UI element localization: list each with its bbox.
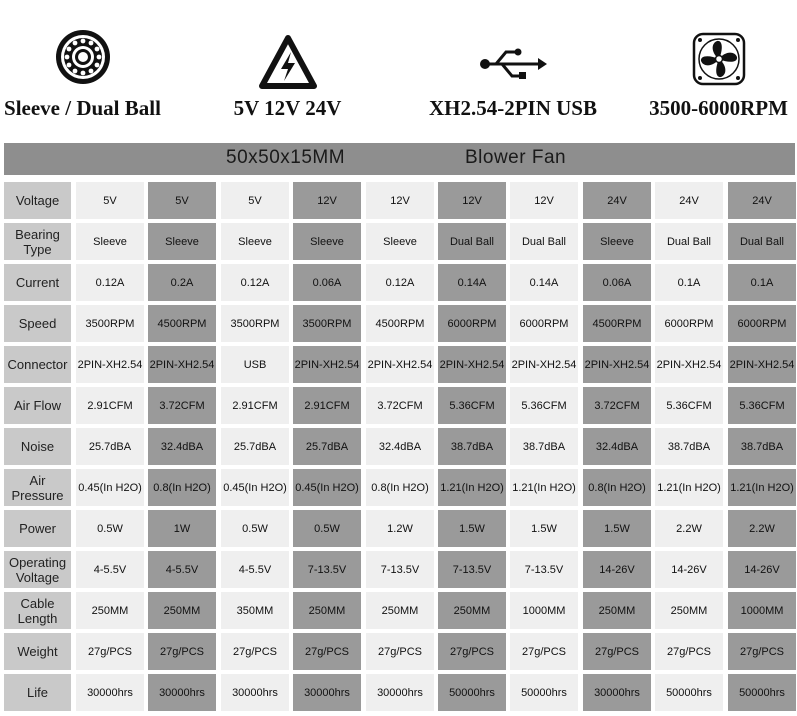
table-cell: 0.45(In H2O) [76,469,144,506]
table-cell: 2PIN-XH2.54 [148,346,216,383]
table-cell: 2PIN-XH2.54 [76,346,144,383]
table-cell: 250MM [293,592,361,629]
table-cell: 1.5W [583,510,651,547]
table-cell: 30000hrs [366,674,434,711]
table-row [0,633,797,670]
table-row [0,346,797,383]
table-cell: 12V [366,182,434,219]
table-cell: 1000MM [510,592,578,629]
row-label: Connector [4,346,71,383]
header-type: Blower Fan [465,147,567,168]
table-cell: 7-13.5V [438,551,506,588]
table-cell: 1.2W [366,510,434,547]
table-cell: 1000MM [728,592,796,629]
feature-icons-row [0,0,797,135]
table-cell: 5V [76,182,144,219]
feature-caption-voltage: 5V 12V 24V [233,96,342,120]
table-cell: 2.91CFM [221,387,289,424]
table-cell: 2.2W [655,510,723,547]
table-cell: 7-13.5V [366,551,434,588]
table-cell: 0.12A [221,264,289,301]
voltage-warning-icon [258,34,318,92]
table-cell: 32.4dBA [148,428,216,465]
table-cell: 0.06A [293,264,361,301]
table-cell: 1W [148,510,216,547]
table-cell: Sleeve [221,223,289,260]
table-cell: 27g/PCS [148,633,216,670]
table-cell: 50000hrs [438,674,506,711]
table-cell: 2PIN-XH2.54 [366,346,434,383]
table-row [0,592,797,629]
table-cell: 1.21(In H2O) [510,469,578,506]
table-row [0,428,797,465]
table-cell: 5.36CFM [438,387,506,424]
table-cell: 27g/PCS [583,633,651,670]
table-cell: 0.12A [76,264,144,301]
table-cell: 0.45(In H2O) [293,469,361,506]
feature-caption-bearing: Sleeve / Dual Ball [4,96,161,120]
table-cell: 0.8(In H2O) [366,469,434,506]
table-cell: 38.7dBA [510,428,578,465]
table-cell: 27g/PCS [221,633,289,670]
table-cell: 4500RPM [366,305,434,342]
row-label: Power [4,510,71,547]
table-cell: 3500RPM [293,305,361,342]
table-cell: 0.2A [148,264,216,301]
row-label: Bearing Type [4,223,71,260]
table-cell: 0.5W [221,510,289,547]
table-cell: 2PIN-XH2.54 [438,346,506,383]
table-cell: 32.4dBA [366,428,434,465]
table-cell: 24V [583,182,651,219]
table-cell: 0.5W [76,510,144,547]
table-cell: 0.14A [438,264,506,301]
table-cell: 12V [438,182,506,219]
table-cell: 5V [148,182,216,219]
table-cell: 24V [728,182,796,219]
table-row [0,469,797,506]
header-size: 50x50x15MM [226,147,346,168]
table-cell: 27g/PCS [76,633,144,670]
table-cell: 0.12A [366,264,434,301]
table-cell: Sleeve [366,223,434,260]
table-cell: 3.72CFM [583,387,651,424]
table-cell: 0.14A [510,264,578,301]
table-cell: 250MM [655,592,723,629]
feature-caption-connector: XH2.54-2PIN USB [428,96,597,120]
table-cell: 2PIN-XH2.54 [728,346,796,383]
table-cell: 27g/PCS [438,633,506,670]
table-cell: 27g/PCS [655,633,723,670]
table-cell: Dual Ball [510,223,578,260]
table-row [0,674,797,711]
table-cell: 50000hrs [655,674,723,711]
table-cell: 350MM [221,592,289,629]
feature-caption-speed: 3500-6000RPM [649,96,788,120]
table-cell: 3500RPM [221,305,289,342]
table-cell: 14-26V [655,551,723,588]
table-cell: Dual Ball [438,223,506,260]
table-cell: 12V [293,182,361,219]
row-label: Life [4,674,71,711]
table-cell: Sleeve [293,223,361,260]
table-cell: 250MM [366,592,434,629]
table-cell: 4-5.5V [148,551,216,588]
table-cell: 27g/PCS [293,633,361,670]
table-cell: 6000RPM [728,305,796,342]
table-cell: 5.36CFM [728,387,796,424]
table-cell: 1.5W [438,510,506,547]
table-cell: 2PIN-XH2.54 [510,346,578,383]
table-cell: 38.7dBA [728,428,796,465]
table-cell: 38.7dBA [438,428,506,465]
table-row [0,510,797,547]
table-cell: 0.8(In H2O) [148,469,216,506]
table-cell: 3500RPM [76,305,144,342]
bearing-icon [54,28,112,86]
table-cell: 4-5.5V [221,551,289,588]
table-cell: 5.36CFM [655,387,723,424]
table-cell: 4500RPM [148,305,216,342]
table-cell: 30000hrs [221,674,289,711]
row-label: Air Pressure [4,469,71,506]
row-label: Current [4,264,71,301]
table-cell: 24V [655,182,723,219]
table-cell: 30000hrs [293,674,361,711]
table-cell: 27g/PCS [366,633,434,670]
feature-voltage [200,0,375,135]
table-cell: Dual Ball [728,223,796,260]
table-cell: 7-13.5V [510,551,578,588]
table-cell: 32.4dBA [583,428,651,465]
table-cell: 14-26V [583,551,651,588]
row-label: Cable Length [4,592,71,629]
table-cell: 2.2W [728,510,796,547]
table-cell: 0.45(In H2O) [221,469,289,506]
table-row [0,551,797,588]
table-cell: 0.5W [293,510,361,547]
table-row [0,387,797,424]
table-cell: 7-13.5V [293,551,361,588]
table-cell: 2.91CFM [76,387,144,424]
table-cell: 14-26V [728,551,796,588]
table-cell: 2PIN-XH2.54 [293,346,361,383]
table-cell: 2PIN-XH2.54 [655,346,723,383]
table-cell: 2.91CFM [293,387,361,424]
row-label: Noise [4,428,71,465]
table-cell: 6000RPM [438,305,506,342]
feature-connector [418,0,608,135]
table-cell: 12V [510,182,578,219]
table-cell: Sleeve [76,223,144,260]
table-cell: 250MM [583,592,651,629]
table-cell: 27g/PCS [510,633,578,670]
fan-icon [692,32,746,86]
table-cell: 250MM [76,592,144,629]
table-cell: 25.7dBA [293,428,361,465]
table-cell: 50000hrs [728,674,796,711]
table-cell: 50000hrs [510,674,578,711]
table-cell: 2PIN-XH2.54 [583,346,651,383]
table-cell: 5.36CFM [510,387,578,424]
table-cell: 1.21(In H2O) [655,469,723,506]
table-cell: 30000hrs [76,674,144,711]
table-cell: 0.1A [728,264,796,301]
table-cell: 25.7dBA [221,428,289,465]
table-cell: 25.7dBA [76,428,144,465]
row-label: Weight [4,633,71,670]
table-cell: 250MM [438,592,506,629]
table-cell: Dual Ball [655,223,723,260]
table-cell: USB [221,346,289,383]
table-cell: 0.8(In H2O) [583,469,651,506]
table-row [0,264,797,301]
row-label: Operating Voltage [4,551,71,588]
table-cell: Sleeve [583,223,651,260]
table-cell: 30000hrs [148,674,216,711]
table-cell: 27g/PCS [728,633,796,670]
usb-icon [478,44,548,84]
table-cell: 38.7dBA [655,428,723,465]
table-cell: 5V [221,182,289,219]
table-cell: 30000hrs [583,674,651,711]
table-header-bar [4,143,795,175]
table-cell: 3.72CFM [148,387,216,424]
table-cell: 0.06A [583,264,651,301]
table-cell: 1.5W [510,510,578,547]
table-cell: 4-5.5V [76,551,144,588]
table-cell: Sleeve [148,223,216,260]
table-cell: 0.1A [655,264,723,301]
table-row [0,223,797,260]
table-row [0,182,797,219]
row-label: Voltage [4,182,71,219]
table-cell: 1.21(In H2O) [728,469,796,506]
feature-speed [640,0,797,135]
table-cell: 1.21(In H2O) [438,469,506,506]
table-row [0,305,797,342]
table-cell: 6000RPM [655,305,723,342]
row-label: Air Flow [4,387,71,424]
table-cell: 250MM [148,592,216,629]
table-cell: 4500RPM [583,305,651,342]
table-cell: 6000RPM [510,305,578,342]
feature-bearing [0,0,165,135]
table-cell: 3.72CFM [366,387,434,424]
row-label: Speed [4,305,71,342]
